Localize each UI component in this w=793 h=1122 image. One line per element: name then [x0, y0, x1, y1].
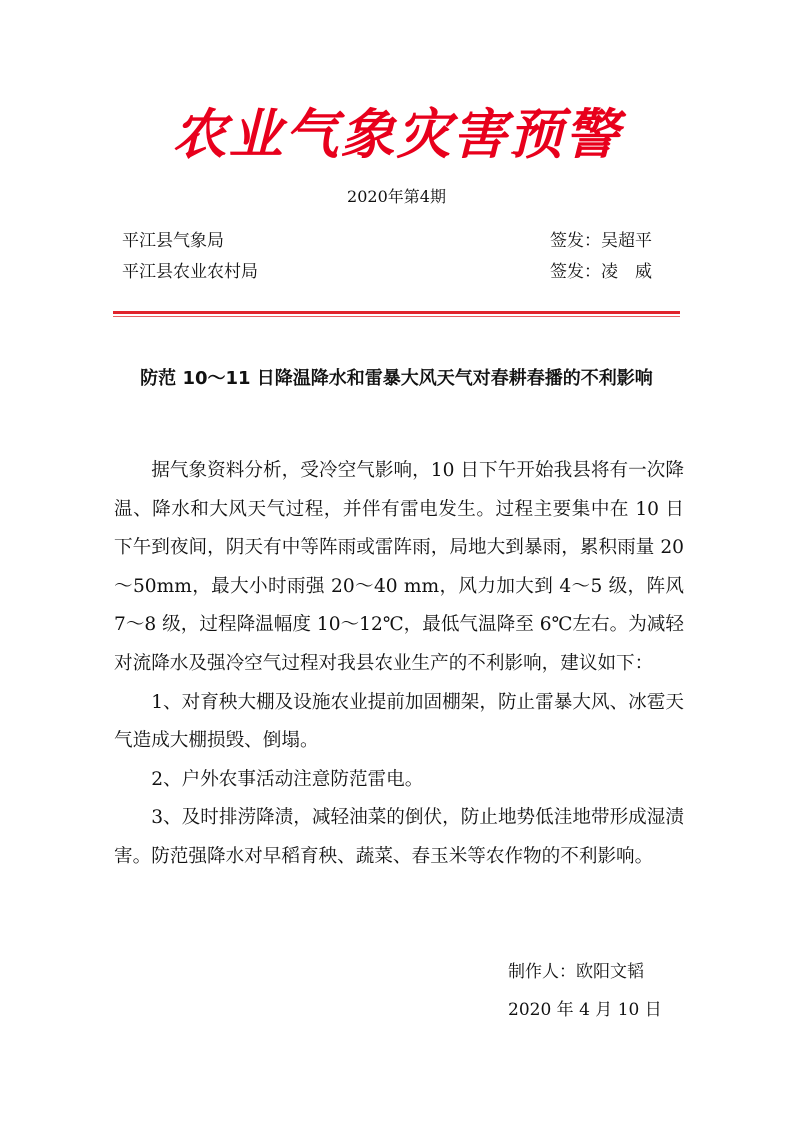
issuer-agency: 平江县气象局: [122, 231, 224, 251]
red-divider: [113, 311, 680, 314]
red-divider-thin: [113, 316, 680, 317]
paragraph-item-3: 3、及时排涝降渍，减轻油菜的倒伏，防止地势低洼地带形成湿渍害。防范强降水对早稻育秧、蔬菜、春玉米等农作物的不利影响。: [114, 807, 684, 867]
issuer-signer: 签发：凌 威: [550, 262, 652, 282]
issuer-signer: 签发：吴超平: [550, 231, 652, 251]
paragraph-item-1: 1、对育秧大棚及设施农业提前加固棚架，防止雷暴大风、冰雹天气造成大棚损毁、倒塌。: [114, 691, 684, 752]
issuer-agency: 平江县农业农村局: [122, 262, 258, 282]
headline: 防范 10～11 日降温降水和雷暴大风天气对春耕春播的不利影响: [140, 368, 653, 389]
paragraph-item-2: 2、户外农事活动注意防范雷电。: [151, 768, 424, 790]
banner-title: 农业气象灾害预警: [172, 102, 621, 166]
issue-number: 2020年第4期: [347, 187, 446, 206]
document-body: [114, 452, 684, 877]
author: 制作人：欧阳文韬: [508, 962, 644, 982]
paragraph-intro: 据气象资料分析，受冷空气影响，10 日下午开始我县将有一次降温、降水和大风天气过程，并伴有雷电发生。过程主要集中在 10 日下午到夜间，阴天有中等阵雨或雷阵雨，局地大到暴雨，累积雨量 20～50mm，最大小时雨强 20～40 mm，风力加大到 4～5 级，阵风 7～8 级，过程降温幅度 10～12℃，最低气温降至 6℃左右。为减轻对流降水及强冷空气过程对我县农业生产的不利影响，建议如下：: [114, 460, 684, 674]
date: 2020 年 4 月 10 日: [508, 1000, 662, 1020]
